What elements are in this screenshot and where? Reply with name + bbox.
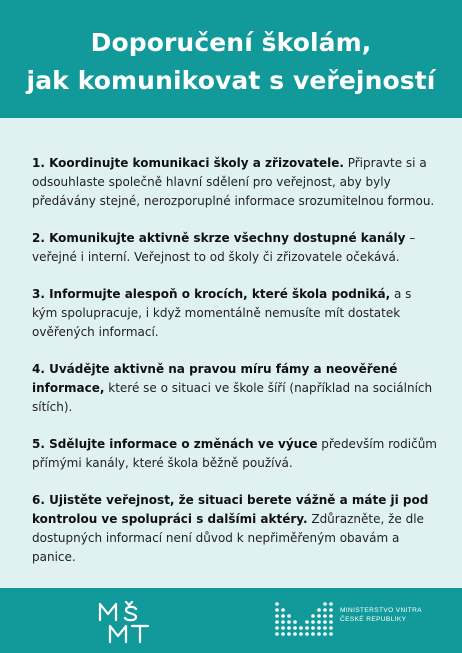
recommendation-heading: 2. Komunikujte aktivně skrze všechny dostupné kanály xyxy=(32,231,406,245)
recommendation-item xyxy=(32,229,440,267)
recommendation-heading: 3. Informujte alespoň o krocích, které škola podniká, xyxy=(32,287,391,301)
recommendation-item xyxy=(32,154,440,211)
recommendation-text: a s kým spolupracuje, i když momentálně nemusíte mít dostatek ověřených informací. xyxy=(32,287,412,339)
recommendation-text: především rodičům přímými kanály, které škola běžně používá. xyxy=(32,437,437,470)
page-title xyxy=(0,0,462,100)
recommendations-list xyxy=(0,118,462,588)
recommendation-item xyxy=(32,285,440,342)
recommendation-heading: 1. Koordinujte komunikaci školy a zřizovatele. xyxy=(32,156,344,170)
recommendation-heading: 4. Uvádějte aktivně na pravou míru fámy a neověřené informace, xyxy=(32,362,398,395)
msmt-logo xyxy=(96,600,154,644)
recommendation-heading: 5. Sdělujte informace o změnách ve výuce xyxy=(32,437,318,451)
recommendation-heading: 6. Ujistěte veřejnost, že situaci berete vážně a máte ji pod kontrolou ve spolupráci s dalšími aktéry. xyxy=(32,493,429,526)
mv-line-2: ČESKÉ REPUBLIKY xyxy=(340,616,407,623)
mv-logo-text xyxy=(340,606,422,624)
recommendation-text: Připravte si a odsouhlaste společně hlavní sdělení pro veřejnost, aby byly předávány stejné, nerozporuplné informace srozumitelnou formou. xyxy=(32,156,435,208)
recommendation-text: Zdůrazněte, že dle dostupných informací není důvod k nepřiměřeným obavám a panice. xyxy=(32,512,424,564)
title-line-1: Doporučení školám, xyxy=(90,28,372,57)
recommendation-text: – veřejné i interní. Veřejnost to od školy či zřizovatele očekává. xyxy=(32,231,416,264)
mv-line-1: MINISTERSTVO VNITRA xyxy=(340,607,422,614)
recommendation-text: které se o situaci ve škole šíří (například na sociálních sítích). xyxy=(32,381,433,414)
mv-logo xyxy=(274,600,334,640)
header xyxy=(0,0,462,118)
recommendation-item xyxy=(32,491,440,567)
footer xyxy=(0,588,462,653)
recommendation-item xyxy=(32,435,440,473)
recommendation-item xyxy=(32,360,440,417)
title-line-2: jak komunikovat s veřejností xyxy=(26,66,436,95)
